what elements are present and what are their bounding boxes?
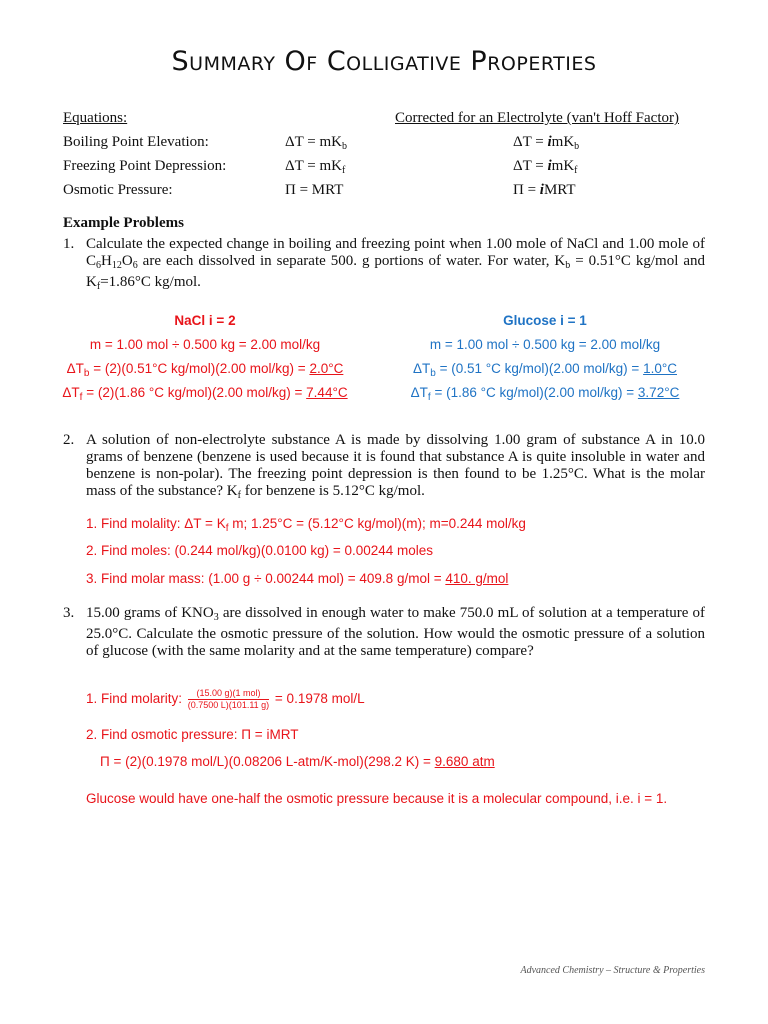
equation-row-osmotic [63,182,713,202]
example-problems-heading: Example Problems [63,215,184,231]
nacl-header: NaCl i = 2 [174,313,236,328]
molarity-fraction: $\frac{\text{(15.00 g)(1 mol)}}{(0.7500 L)(101.11 g)}$ [187,688,270,710]
glucose-freezing: $\Delta T_f = (1.86$ °C kg/mol)(2.00 mol/kg) = 3.72°C [410,385,680,403]
glucose-boiling: $\Delta T_b = (0.51$ °C kg/mol)(2.00 mol/kg) = 1.0°C [413,361,677,379]
glucose-solution [395,313,695,413]
problem-text: Calculate the expected change in boiling and freezing point when 1.00 mole of NaCl and 1.00 mole of $C_6H_{12}O_6$ are each dissolved in separate 500. g portions of water. For water, $K_b = 0.51^\circ C$ kg/mol and $K_f=1.86^\circ C$ kg/mol. [86,236,705,292]
problem-3-step-1: 1. Find molarity: $\frac{\text{(15.00 g)(1 mol)}}{(0.7500 L)(101.11 g)}$ = 0.1978 mol/L [86,688,365,710]
page-title: Summary Of Colligative Properties [171,46,597,77]
glucose-header: Glucose i = 1 [503,313,587,328]
equation: $\Delta T = mK_f$ [285,158,346,176]
problem-text: 15.00 grams of $KNO_3$ are dissolved in enough water to make 750.0 mL of solution at a temperature of 25.0°C. Calculate the osmotic pressure of the solution. How would the osmotic pressure of a solution of glucose (with the same molarity and at the same temperature) compare? [86,605,705,659]
equations-header-row [63,110,713,130]
problem-1 [63,236,705,295]
equations-label: Equations: [63,110,128,126]
equation-name: Freezing Point Depression: [63,158,227,174]
problem-number: 1. [63,236,75,252]
problem-text: A solution of non-electrolyte substance A is made by dissolving 1.00 gram of substance A in 10.0 grams of benzene (benzene is used because it is found that substance A is quite insoluble in water and benzene is non-polar). The freezing point depression is then found to be 1.25°C. What is the molar mass of the substance? $K_f$ for benzene is 5.12°C kg/mol. [86,432,705,501]
equation-name: Osmotic Pressure: [63,182,173,198]
problem-2-step-3: 3. Find molar mass: (1.00 g ÷ 0.00244 mol) = 409.8 g/mol = 410. g/mol [86,571,509,586]
problem-2-step-1: 1. Find molality: $\Delta T = K_f$ m; 1.25°C = (5.12°C kg/mol)(m); m=0.244 mol/kg [86,516,526,534]
problem-2 [63,432,705,504]
problem-number: 2. [63,432,75,448]
equation: Π = MRT [285,182,344,198]
nacl-solution [60,313,350,413]
problem-3 [63,605,705,660]
equation-electrolyte: Π = iMRT [513,182,576,198]
equation-row-boiling [63,134,713,154]
nacl-boiling: $\Delta T_b = (2)(0.51^\circ C$ kg/mol)(2.00 mol/kg) = 2.0°C [66,361,344,379]
problem-2-step-2: 2. Find moles: (0.244 mol/kg)(0.0100 kg) = 0.00244 moles [86,543,434,558]
problem-3-step-2: 2. Find osmotic pressure: Π = iMRT [86,727,299,742]
equation-electrolyte: ΔT = imK$_b$ [513,134,580,152]
equation-electrolyte: ΔT = imK$_f$ [513,158,578,176]
problem-3-calculation: Π = (2)(0.1978 mol/L)(0.08206 L-atm/K-mol)(298.2 K) = 9.680 atm [100,754,495,769]
nacl-molality: m = 1.00 mol ÷ 0.500 kg = 2.00 mol/kg [89,337,321,352]
problem-number: 3. [63,605,75,621]
equation-row-freezing [63,158,713,178]
equation-name: Boiling Point Elevation: [63,134,209,150]
equation: $\Delta T = mK_b$ [285,134,347,152]
problem-3-conclusion: Glucose would have one-half the osmotic pressure because it is a molecular compound, i.e. i = 1. [86,791,668,806]
nacl-freezing: $\Delta T_f = (2)(1.86$ °C kg/mol)(2.00 mol/kg) = 7.44°C [62,385,348,403]
glucose-molality: m = 1.00 mol ÷ 0.500 kg = 2.00 mol/kg [429,337,661,352]
electrolyte-header: Corrected for an Electrolyte (van't Hoff Factor) [395,110,679,126]
page-footer: Advanced Chemistry – Structure & Properties [520,965,705,976]
